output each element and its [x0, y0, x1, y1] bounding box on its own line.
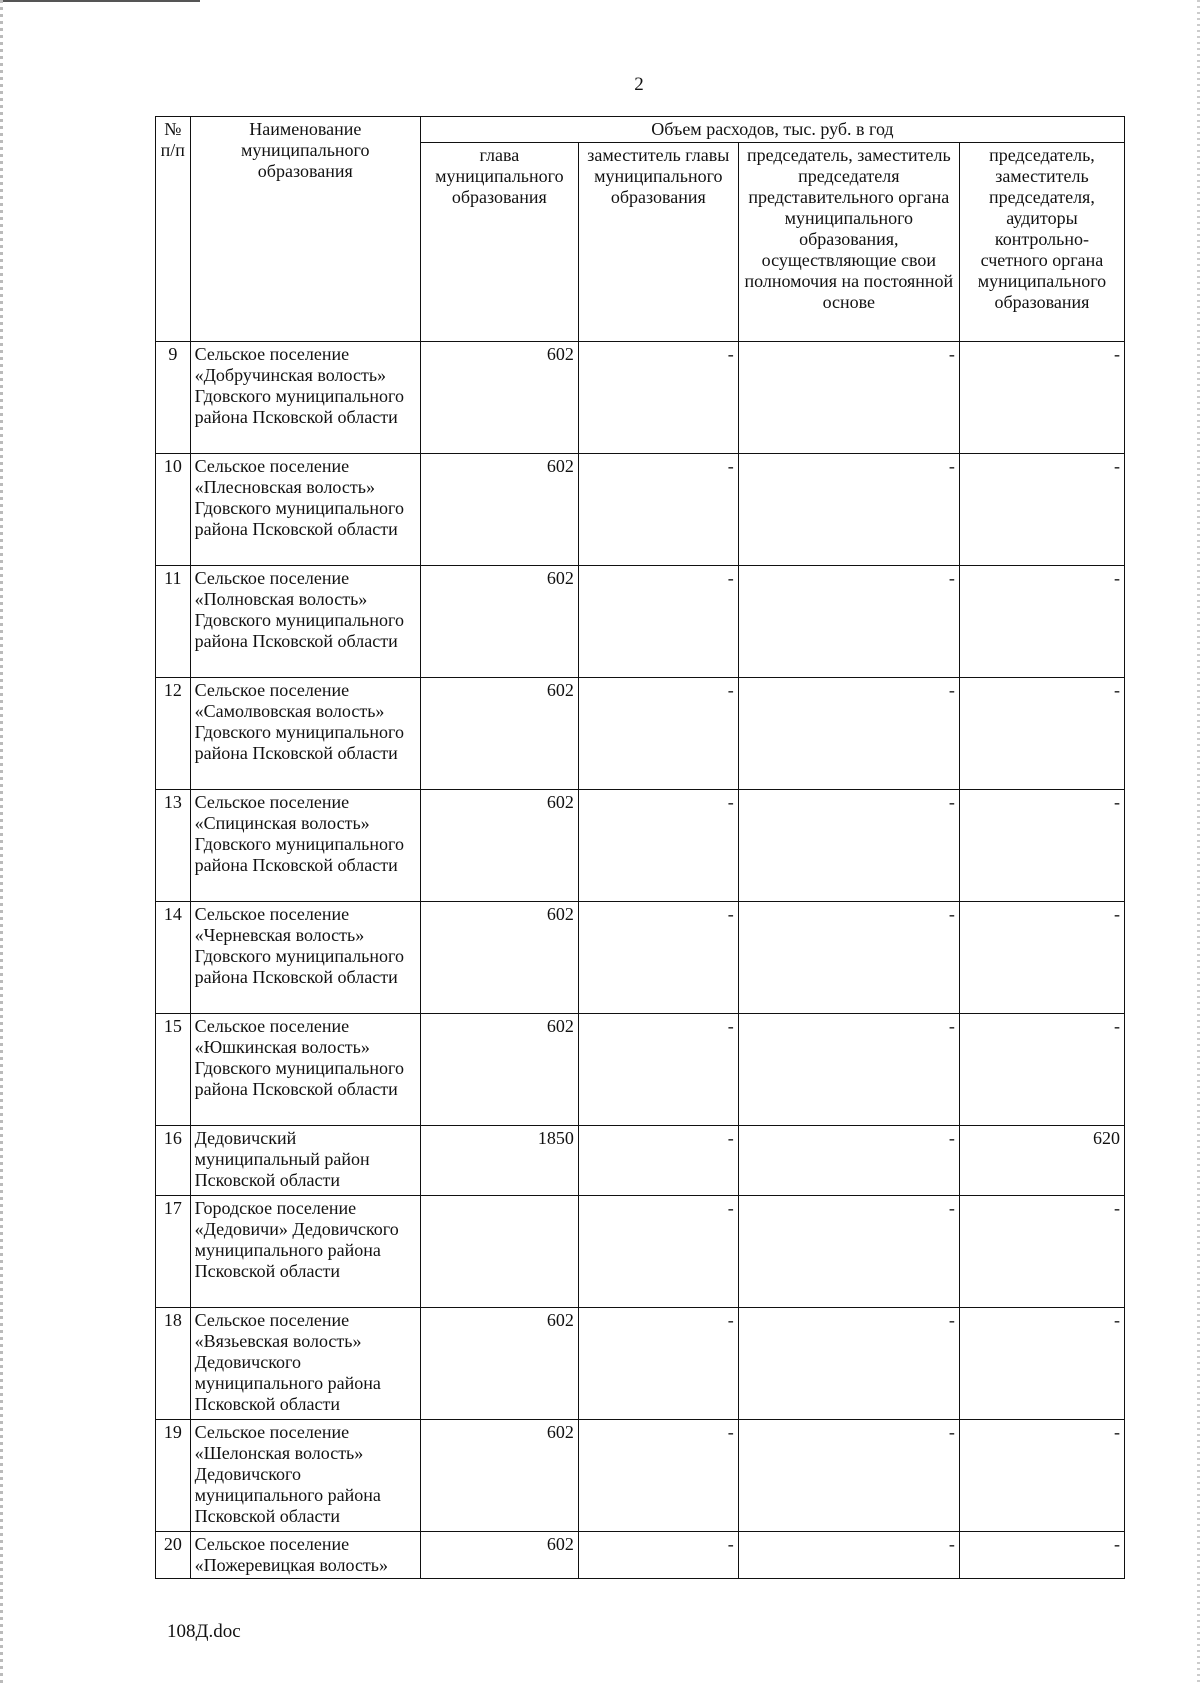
header-pred: председатель, заместитель председателя представительного органа муниципального образования, осуществляющие свои полномочия на постоянной основе [738, 143, 959, 342]
value-kso: - [959, 1308, 1124, 1420]
row-number: 16 [156, 1126, 191, 1196]
table-row [156, 1126, 1125, 1196]
municipality-name: Сельское поселение «Полновская волость» Гдовского муниципального района Псковской области [190, 566, 420, 678]
table-row [156, 1196, 1125, 1308]
value-pred: - [738, 454, 959, 566]
value-glava [420, 1196, 578, 1308]
value-glava: 602 [420, 566, 578, 678]
value-zam: - [578, 1126, 738, 1196]
scan-left-edge [0, 0, 3, 1686]
value-zam: - [578, 566, 738, 678]
table-header [156, 117, 1125, 342]
value-kso: - [959, 1014, 1124, 1126]
value-glava: 602 [420, 1308, 578, 1420]
table-row [156, 1420, 1125, 1532]
value-zam: - [578, 790, 738, 902]
value-kso: - [959, 342, 1124, 454]
municipality-name: Городское поселение «Дедовичи» Дедовичского муниципального района Псковской области [190, 1196, 420, 1308]
municipality-name: Сельское поселение «Самолвовская волость» Гдовского муниципального района Псковской области [190, 678, 420, 790]
municipality-name: Дедовичский муниципальный район Псковской области [190, 1126, 420, 1196]
municipality-name: Сельское поселение «Плесновская волость» Гдовского муниципального района Псковской области [190, 454, 420, 566]
row-number: 9 [156, 342, 191, 454]
page-number: 2 [634, 74, 644, 95]
value-zam: - [578, 1014, 738, 1126]
municipality-name: Сельское поселение «Пожеревицкая волость» [190, 1532, 420, 1579]
header-name: Наименование муниципального образования [190, 117, 420, 342]
value-glava: 1850 [420, 1126, 578, 1196]
value-kso: - [959, 454, 1124, 566]
value-pred: - [738, 1420, 959, 1532]
value-pred: - [738, 342, 959, 454]
value-kso: - [959, 790, 1124, 902]
value-glava: 602 [420, 454, 578, 566]
row-number: 15 [156, 1014, 191, 1126]
value-zam: - [578, 1420, 738, 1532]
municipality-name: Сельское поселение «Шелонская волость» Дедовичского муниципального района Псковской области [190, 1420, 420, 1532]
table-row [156, 566, 1125, 678]
value-zam: - [578, 1308, 738, 1420]
row-number: 17 [156, 1196, 191, 1308]
value-glava: 602 [420, 1014, 578, 1126]
value-kso: - [959, 1532, 1124, 1579]
value-kso: - [959, 566, 1124, 678]
header-expenses-group: Объем расходов, тыс. руб. в год [420, 117, 1124, 143]
municipality-name: Сельское поселение «Вязьевская волость» Дедовичского муниципального района Псковской области [190, 1308, 420, 1420]
table-row [156, 1014, 1125, 1126]
row-number: 19 [156, 1420, 191, 1532]
row-number: 13 [156, 790, 191, 902]
value-zam: - [578, 678, 738, 790]
table-row [156, 1308, 1125, 1420]
value-pred: - [738, 678, 959, 790]
row-number: 11 [156, 566, 191, 678]
header-row-top [156, 117, 1125, 143]
row-number: 20 [156, 1532, 191, 1579]
header-num: № п/п [156, 117, 191, 342]
value-pred: - [738, 1196, 959, 1308]
value-zam: - [578, 454, 738, 566]
value-glava: 602 [420, 678, 578, 790]
value-zam: - [578, 1196, 738, 1308]
table-row [156, 342, 1125, 454]
value-glava: 602 [420, 342, 578, 454]
table-row [156, 454, 1125, 566]
row-number: 18 [156, 1308, 191, 1420]
top-edge-rule [0, 0, 200, 2]
table-body [156, 342, 1125, 1579]
value-kso: - [959, 678, 1124, 790]
header-zam: заместитель главы муниципального образования [578, 143, 738, 342]
row-number: 14 [156, 902, 191, 1014]
expenses-table [155, 116, 1125, 1579]
value-pred: - [738, 1532, 959, 1579]
footer-filename: 108Д.doc [167, 1621, 241, 1642]
value-zam: - [578, 1532, 738, 1579]
value-pred: - [738, 790, 959, 902]
value-kso: - [959, 1196, 1124, 1308]
value-glava: 602 [420, 1532, 578, 1579]
value-pred: - [738, 1014, 959, 1126]
value-zam: - [578, 902, 738, 1014]
value-pred: - [738, 902, 959, 1014]
value-zam: - [578, 342, 738, 454]
table-row [156, 902, 1125, 1014]
value-kso: - [959, 1420, 1124, 1532]
value-pred: - [738, 1126, 959, 1196]
municipality-name: Сельское поселение «Добручинская волость» Гдовского муниципального района Псковской области [190, 342, 420, 454]
table-row [156, 790, 1125, 902]
value-glava: 602 [420, 1420, 578, 1532]
header-kso: председатель, заместитель председателя, аудиторы контрольно-счетного органа муниципального образования [959, 143, 1124, 342]
header-glava: глава муниципального образования [420, 143, 578, 342]
table-row [156, 1532, 1125, 1579]
value-pred: - [738, 566, 959, 678]
value-pred: - [738, 1308, 959, 1420]
municipality-name: Сельское поселение «Черневская волость» Гдовского муниципального района Псковской области [190, 902, 420, 1014]
row-number: 12 [156, 678, 191, 790]
value-kso: 620 [959, 1126, 1124, 1196]
value-glava: 602 [420, 902, 578, 1014]
table-row [156, 678, 1125, 790]
value-glava: 602 [420, 790, 578, 902]
municipality-name: Сельское поселение «Юшкинская волость» Гдовского муниципального района Псковской области [190, 1014, 420, 1126]
value-kso: - [959, 902, 1124, 1014]
row-number: 10 [156, 454, 191, 566]
municipality-name: Сельское поселение «Спицинская волость» Гдовского муниципального района Псковской области [190, 790, 420, 902]
